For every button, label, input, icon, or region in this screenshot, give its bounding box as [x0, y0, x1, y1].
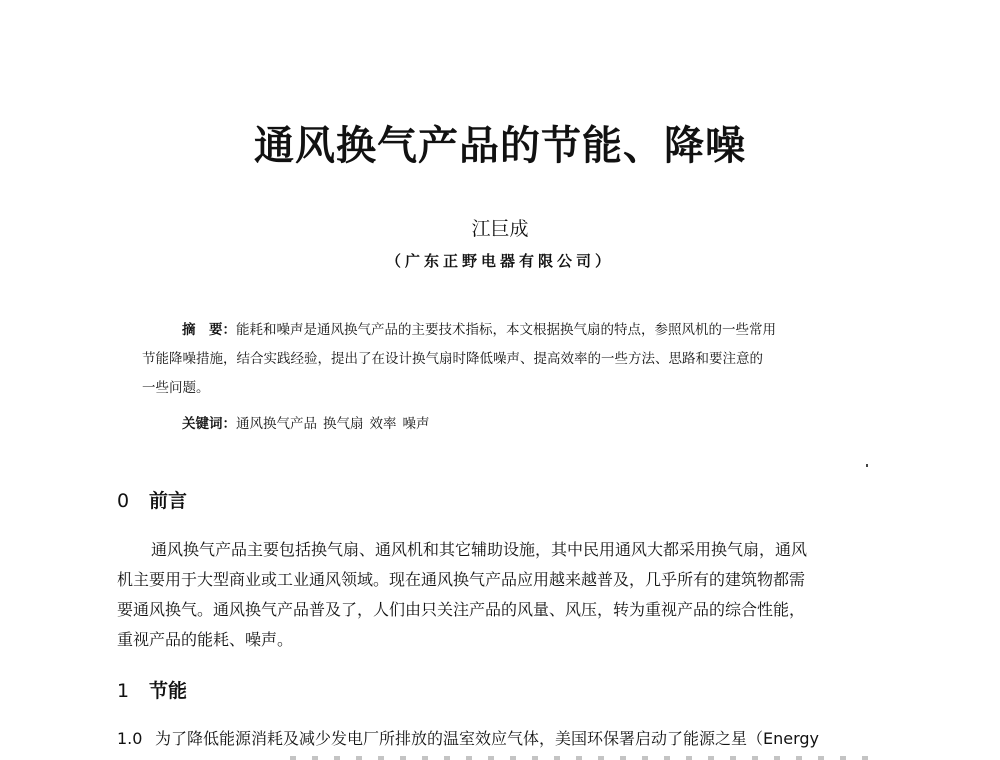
paragraph-line: 通风换气产品主要包括换气扇、通风机和其它辅助设施，其中民用通风大都采用换气扇，通风: [151, 540, 808, 559]
section-number: 0: [117, 490, 130, 512]
scan-speck: [866, 464, 868, 467]
paragraph-line: 机主要用于大型商业或工业通风领域。现在通风换气产品应用越来越普及，几乎所有的建筑物都需: [117, 570, 806, 589]
keyword: 换气扇: [323, 416, 364, 432]
abstract-label: 摘 要：: [182, 322, 236, 338]
abstract-line: [142, 316, 862, 345]
keyword: 效率: [369, 416, 397, 432]
abstract: [142, 316, 862, 403]
author-name: 江巨成: [471, 218, 529, 240]
author-affiliation: （广东正野电器有限公司）: [385, 252, 614, 270]
paragraph-line: [117, 724, 887, 754]
keywords-label: 关键词：: [182, 416, 236, 432]
subsection-text: 为了降低能源消耗及减少发电厂所排放的温室效应气体，美国环保署启动了能源之星（Energy: [155, 729, 820, 748]
preface-paragraph: [117, 535, 887, 655]
paragraph-line: 重视产品的能耗、噪声。: [117, 630, 294, 649]
keywords: [182, 410, 436, 439]
section-heading-energy-saving: [117, 677, 187, 705]
abstract-text: 能耗和噪声是通风换气产品的主要技术指标，本文根据换气扇的特点，参照风机的一些常用: [236, 322, 776, 338]
section-number: 1: [117, 680, 130, 702]
keyword: 噪声: [402, 416, 430, 432]
cut-off-next-line: [290, 756, 880, 760]
section-title: 节能: [149, 680, 188, 702]
subsection-1-0: [117, 724, 887, 754]
abstract-line: 一些问题。: [142, 380, 210, 396]
section-title: 前言: [149, 490, 188, 512]
abstract-line: 节能降噪措施，结合实践经验，提出了在设计换气扇时降低噪声、提高效率的一些方法、思路和要注意的: [142, 351, 763, 367]
document-title: 通风换气产品的节能、降噪: [254, 122, 746, 169]
keyword: 通风换气产品: [236, 416, 317, 432]
paragraph-line: 要通风换气。通风换气产品普及了，人们由只关注产品的风量、风压，转为重视产品的综合性能，: [117, 600, 806, 619]
section-heading-preface: [117, 487, 187, 515]
subsection-number: 1.0: [117, 729, 143, 748]
